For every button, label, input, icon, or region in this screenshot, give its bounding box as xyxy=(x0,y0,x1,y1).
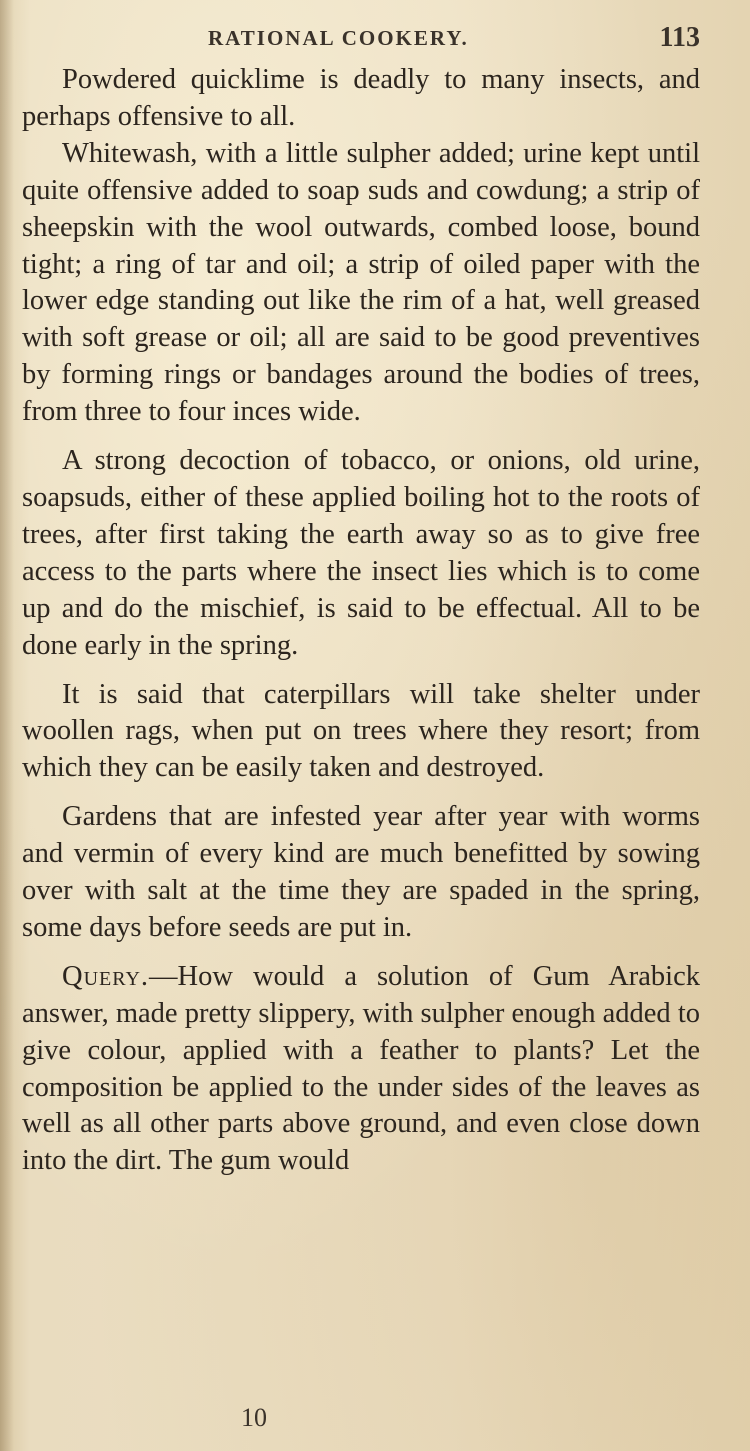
paragraph-quicklime: Powdered quicklime is deadly to many insects, and perhaps offensive to all. xyxy=(22,64,700,132)
signature-mark: 10 xyxy=(241,1403,267,1432)
page-gutter-shadow xyxy=(0,0,14,1451)
paragraph-caterpillars: It is said that caterpillars will take shelter under woollen rags, when put on trees where they resort; from which they can be easily taken and destroyed. xyxy=(22,678,700,784)
running-head: RATIONAL COOKERY. xyxy=(208,26,469,50)
query-text: —How would a solution of Gum Arabick answer, made pretty slippery, with sulpher enough added to give colour, applied with a feather to plants? Let the composition be applied to the under sides of the leaves as well as all other parts above ground, and even close down into the dirt. The gum would xyxy=(22,960,700,1177)
page-number: 113 xyxy=(659,22,700,53)
paragraph-query xyxy=(22,959,700,1180)
query-label: Query. xyxy=(62,960,150,992)
paragraph-tobacco-decoction: A strong decoction of tobacco, or onions, old urine, soapsuds, either of these applied boiling hot to the roots of trees, after first taking the earth away so as to give free access to the parts where the insect lies which is to come up and do the mischief, is said to be effectual. All to be done early in the spring. xyxy=(22,445,700,661)
paragraph-whitewash: Whitewash, with a little sulpher added; urine kept until quite offensive added to soap suds and cowdung; a strip of sheepskin with the wool outwards, combed loose, bound tight; a ring of tar and oil; a strip of oiled paper with the lower edge standing out like the rim of a hat, well greased with soft grease or oil; all are said to be good preventives by forming rings or bandages around the bodies of trees, from three to four inces wide. xyxy=(22,137,700,428)
paragraph-gardens-salt: Gardens that are infested year after year with worms and vermin of every kind are much benefitted by sowing over with salt at the time they are spaded in the spring, some days before seeds are put in. xyxy=(22,801,700,943)
body-text xyxy=(22,62,700,1180)
